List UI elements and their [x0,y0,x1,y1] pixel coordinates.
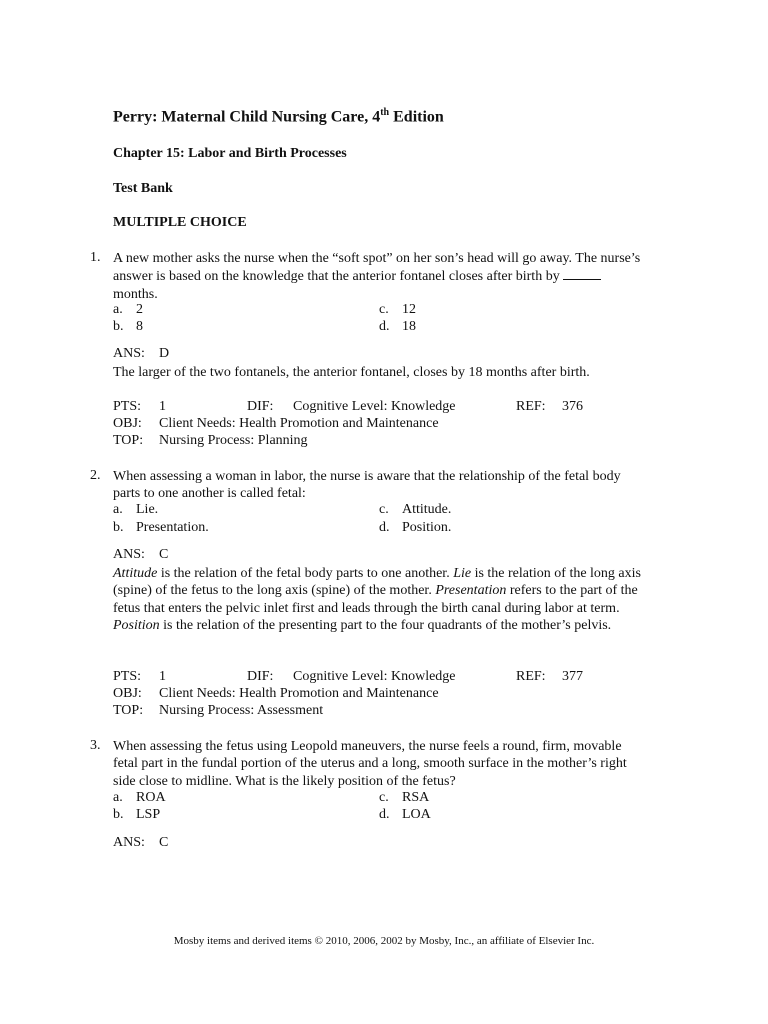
meta-obj: OBJ: Client Needs: Health Promotion and Maintenance [113,416,439,431]
option-d: d. LOA [379,807,431,822]
meta-top: TOP: Nursing Process: Assessment [113,703,324,718]
test-bank-heading: Test Bank [113,181,173,196]
question-stem: A new mother asks the nurse when the “soft spot” on her son’s head will go away. The nurse’s answer is based on the knowledge that the anterior fontanel closes after birth by months. [113,251,641,302]
answer: ANS: C [113,547,169,562]
option-a: a. Lie. [113,502,159,517]
option-b: b. 8 [113,319,143,334]
book-title: Perry: Maternal Child Nursing Care, 4th Edition [113,107,444,126]
option-c: c. RSA [379,790,430,805]
rationale: The larger of the two fontanels, the anterior fontanel, closes by 18 months after birth. [113,365,590,380]
section-heading: MULTIPLE CHOICE [113,215,247,230]
question-number: 2. [90,468,101,483]
chapter-heading: Chapter 15: Labor and Birth Processes [113,146,347,161]
option-c: c. Attitude. [379,502,452,517]
meta-top: TOP: Nursing Process: Planning [113,433,308,448]
option-a: a. 2 [113,302,143,317]
answer: ANS: D [113,346,170,361]
meta-obj: OBJ: Client Needs: Health Promotion and Maintenance [113,686,439,701]
question-number: 3. [90,738,101,753]
option-c: c. 12 [379,302,416,317]
option-d: d. 18 [379,319,416,334]
option-b: b. Presentation. [113,520,209,535]
rationale: Attitude is the relation of the fetal body parts to one another. Lie is the relation of the long axis (spine) of the fetus to the long axis (spine) of the mother. Presentation refers to the part of the fetus that enters the pelvic inlet first and leads through the birth canal during labor at term. Position is the relation of the presenting part to the four quadrants of the mother’s pelvis. [113,566,641,633]
option-d: d. Position. [379,520,452,535]
question-number: 1. [90,250,101,265]
answer-blank [563,267,601,280]
question-stem: When assessing the fetus using Leopold maneuvers, the nurse feels a round, firm, movable fetal part in the fundal portion of the uterus and a long, smooth surface in the mother’s right side close to midline. What is the likely position of the fetus? [113,739,627,789]
meta-pts-dif-ref: PTS: 1 DIF: Cognitive Level: Knowledge REF: 377 [113,669,583,684]
question-stem: When assessing a woman in labor, the nurse is aware that the relationship of the fetal body parts to one another is called fetal: [113,469,621,502]
meta-pts-dif-ref: PTS: 1 DIF: Cognitive Level: Knowledge REF: 376 [113,399,583,414]
option-a: a. ROA [113,790,166,805]
copyright-footer: Mosby items and derived items © 2010, 2006, 2002 by Mosby, Inc., an affiliate of Elsevier Inc. [173,935,595,947]
option-b: b. LSP [113,807,161,822]
answer: ANS: C [113,835,169,850]
